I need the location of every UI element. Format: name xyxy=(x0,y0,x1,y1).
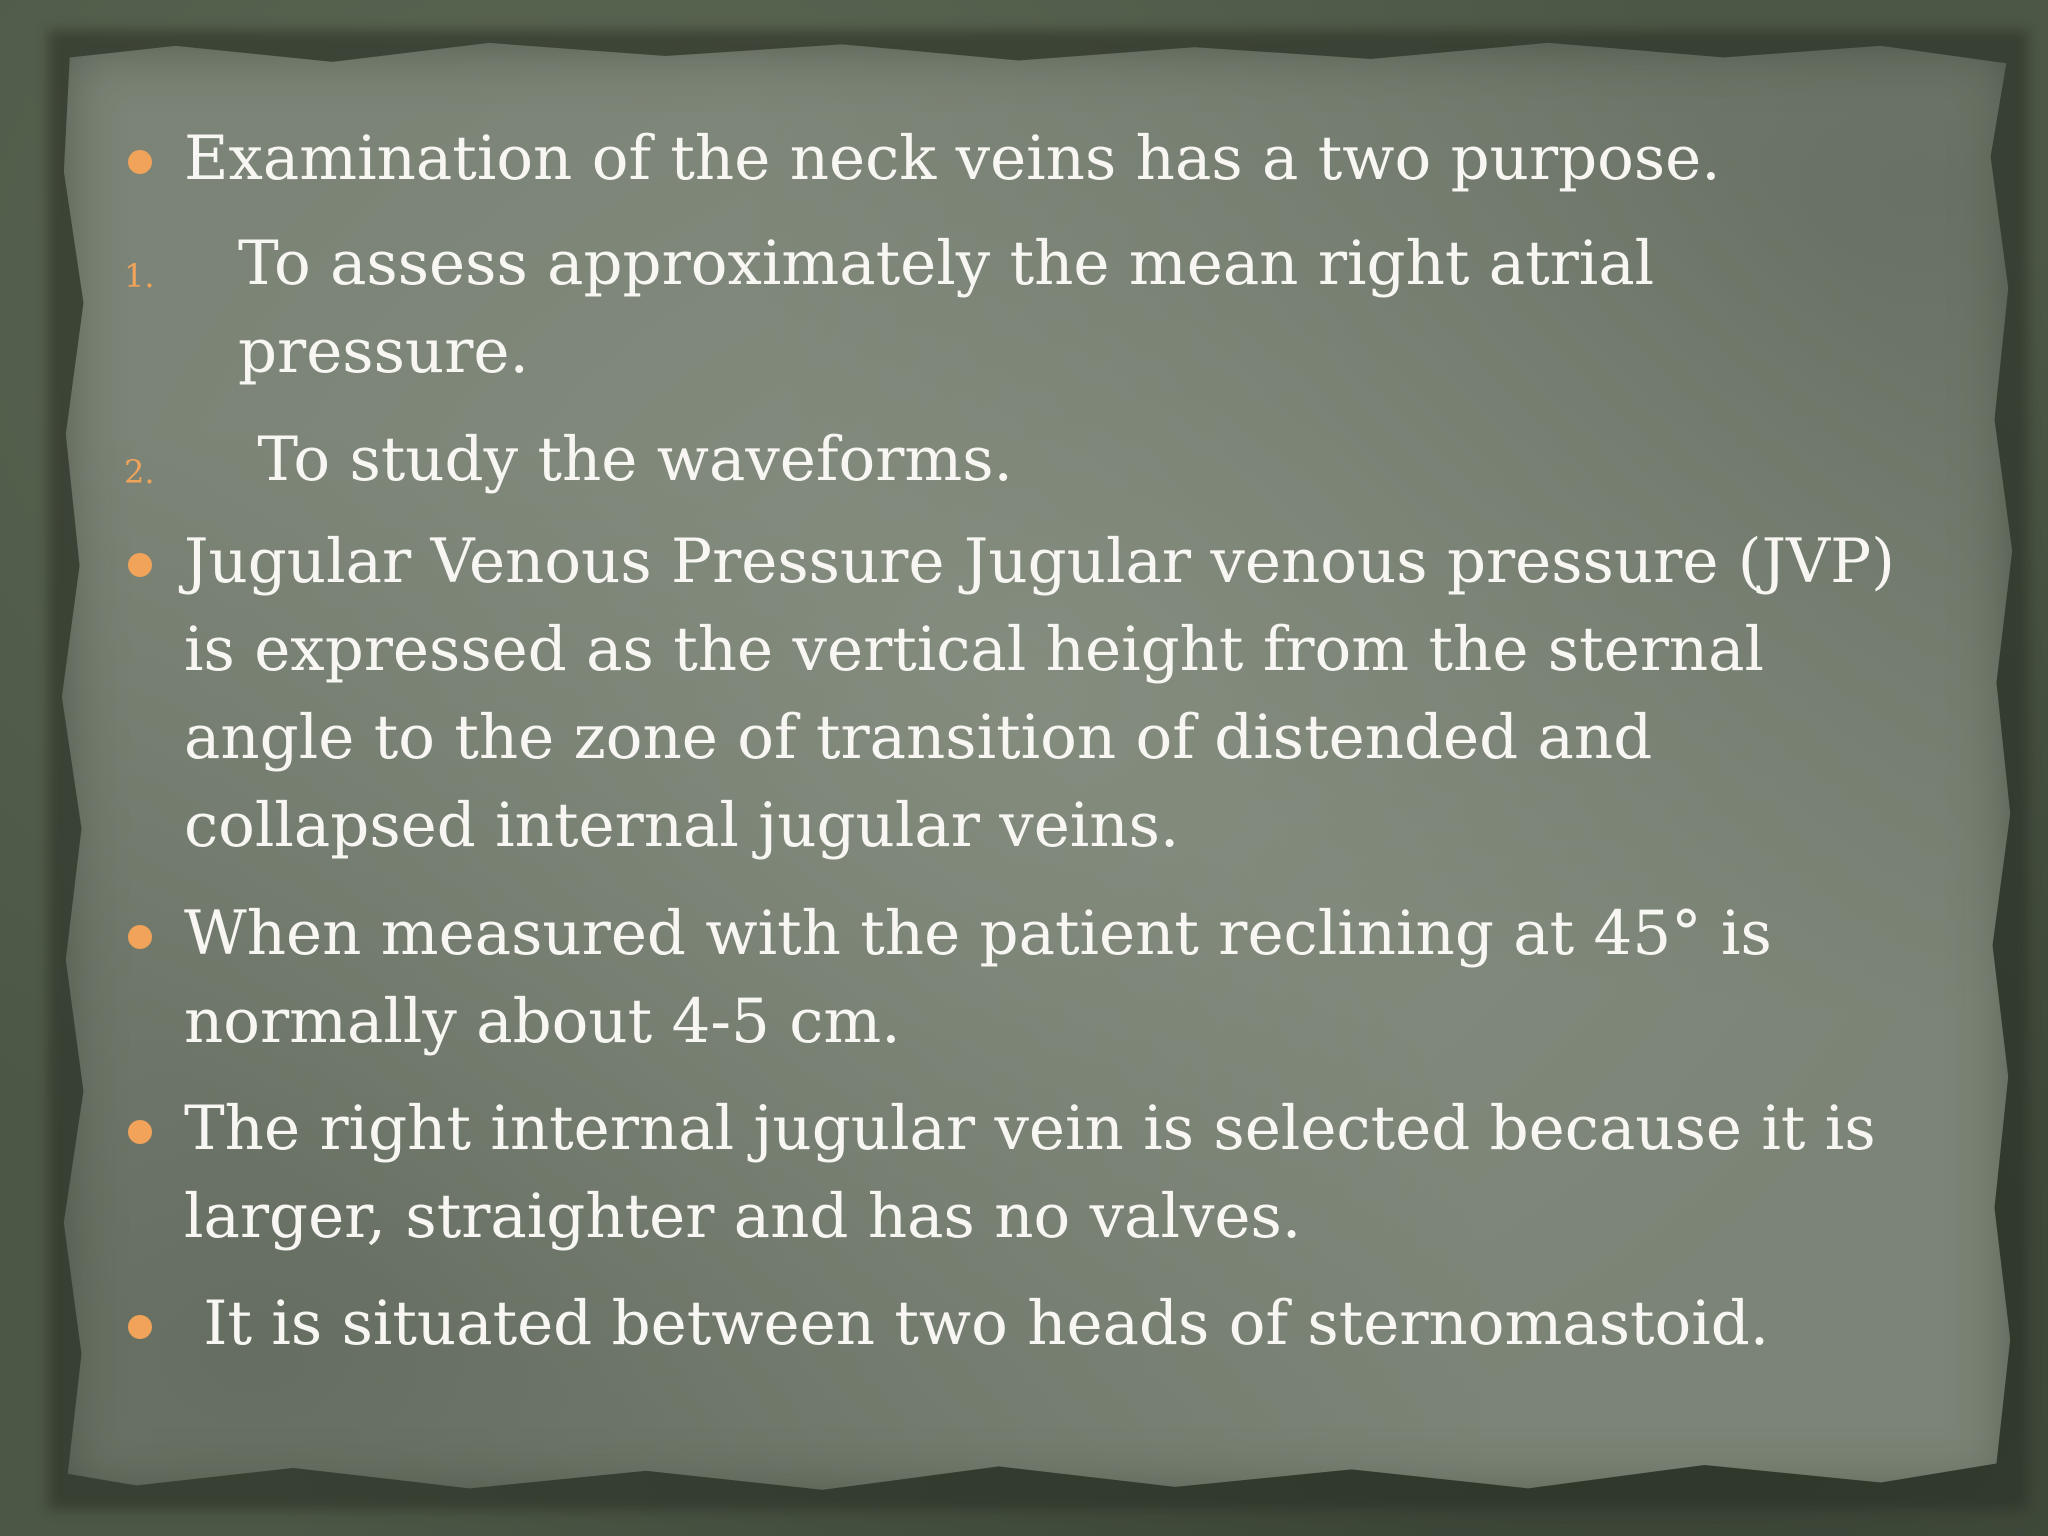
list-number: 1. xyxy=(124,257,155,295)
bullet-text: Jugular Venous Pressure Jugular venous pressure (JVP) xyxy=(184,526,1895,597)
bullet-text: angle to the zone of transition of distended and xyxy=(184,702,1653,773)
bullet-text: larger, straighter and has no valves. xyxy=(184,1181,1302,1252)
bullet-text: Examination of the neck veins has a two purpose. xyxy=(184,123,1721,194)
bullet-text: collapsed internal jugular veins. xyxy=(184,790,1180,861)
bullet-icon xyxy=(128,925,152,949)
bullet-icon xyxy=(128,1315,152,1339)
numbered-text: To assess approximately the mean right atrial xyxy=(238,228,1655,299)
bullet-icon xyxy=(128,150,152,174)
bullet-text: When measured with the patient reclining at 45° is xyxy=(184,898,1772,969)
numbered-text: To study the waveforms. xyxy=(238,424,1013,495)
bullet-text: is expressed as the vertical height from the sternal xyxy=(184,614,1765,685)
numbered-text: pressure. xyxy=(238,316,529,387)
bullet-text: The right internal jugular vein is selected because it is xyxy=(184,1093,1876,1164)
bullet-text: It is situated between two heads of sternomastoid. xyxy=(184,1288,1770,1359)
bullet-icon xyxy=(128,1120,152,1144)
bullet-icon xyxy=(128,553,152,577)
list-number: 2. xyxy=(124,453,155,491)
bullet-text: normally about 4-5 cm. xyxy=(184,986,901,1057)
